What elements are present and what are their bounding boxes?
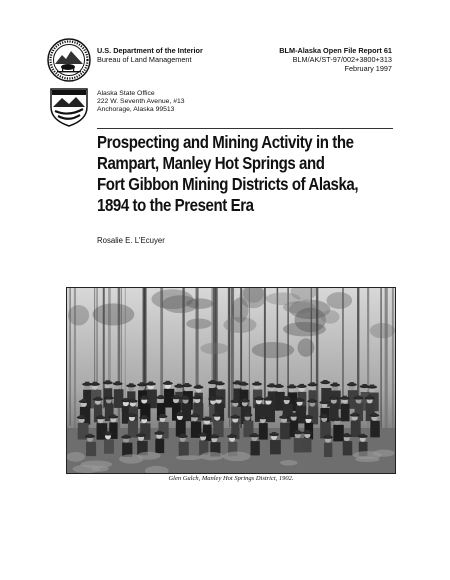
historical-photo [66,287,396,474]
office-address [97,90,185,115]
office-name: Alaska State Office [97,90,155,97]
title-line: Rampart, Manley Hot Springs and [97,153,325,173]
office-city: Anchorage, Alaska 99513 [97,106,175,114]
interior-seal-icon [47,38,91,82]
bureau-name: Bureau of Land Management [97,55,192,64]
report-info-block [279,46,392,73]
department-name: U.S. Department of the Interior [97,46,203,55]
title-line: Fort Gibbon Mining Districts of Alaska, [97,174,359,194]
title-rule [97,128,393,129]
title-line: 1894 to the Present Era [97,195,254,215]
report-date: February 1997 [344,64,392,73]
agency-block [97,46,203,64]
document-title [97,132,372,216]
report-number: BLM/AK/ST-97/002+3800+313 [292,55,392,64]
photo-caption: Glen Gulch, Manley Hot Springs District, 1902. [168,475,294,482]
report-id: BLM-Alaska Open File Report 61 [279,46,392,55]
blm-shield-icon [49,87,89,127]
author-name: Rosalie E. L'Ecuyer [97,236,165,245]
title-line: Prospecting and Mining Activity in the [97,132,354,152]
office-street: 222 W. Seventh Avenue, #13 [97,98,185,106]
